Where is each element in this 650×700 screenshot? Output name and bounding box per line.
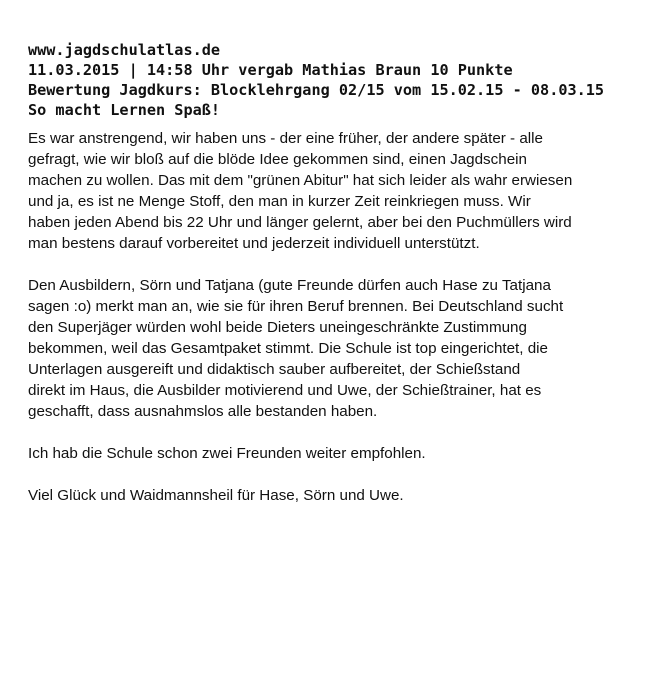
paragraph-line: Den Ausbildern, Sörn und Tatjana (gute Freunde dürfen auch Hase zu Tatjana xyxy=(28,277,551,294)
review-paragraph-2 xyxy=(28,275,628,422)
paragraph-line: bekommen, weil das Gesamtpaket stimmt. Die Schule ist top eingerichtet, die xyxy=(28,340,548,357)
paragraph-line: machen zu wollen. Das mit dem "grünen Abitur" hat sich leider als wahr erwiesen xyxy=(28,172,573,189)
paragraph-line: haben jeden Abend bis 22 Uhr und länger gelernt, aber bei den Puchmüllers wird xyxy=(28,214,572,231)
paragraph-line: Viel Glück und Waidmannsheil für Hase, Sörn und Uwe. xyxy=(28,487,404,504)
review-paragraph-4 xyxy=(28,485,628,506)
site-url: www.jagdschulatlas.de xyxy=(28,41,221,59)
paragraph-line: sagen :o) merkt man an, wie sie für ihren Beruf brennen. Bei Deutschland sucht xyxy=(28,298,564,315)
paragraph-line: Ich hab die Schule schon zwei Freunden weiter empfohlen. xyxy=(28,445,426,462)
paragraph-line: man bestens darauf vorbereitet und jederzeit individuell unterstützt. xyxy=(28,235,480,252)
paragraph-line: direkt im Haus, die Ausbilder motivierend und Uwe, der Schießtrainer, hat es xyxy=(28,382,542,399)
review-paragraph-1 xyxy=(28,128,628,254)
paragraph-line: Unterlagen ausgereift und didaktisch sauber aufbereitet, der Schießstand xyxy=(28,361,521,378)
review-paragraph-3 xyxy=(28,443,628,464)
review-title: So macht Lernen Spaß! xyxy=(28,101,221,119)
course-title: Bewertung Jagdkurs: Blocklehrgang 02/15 vom 15.02.15 - 08.03.15 xyxy=(28,81,605,99)
paragraph-line: Es war anstrengend, wir haben uns - der eine früher, der andere später - alle xyxy=(28,130,543,147)
paragraph-line: gefragt, wie wir bloß auf die blöde Idee gekommen sind, einen Jagdschein xyxy=(28,151,527,168)
paragraph-line: und ja, es ist ne Menge Stoff, den man in kurzer Zeit reinkriegen muss. Wir xyxy=(28,193,531,210)
review-document xyxy=(28,40,628,527)
paragraph-line: den Superjäger würden wohl beide Dieters uneingeschränkte Zustimmung xyxy=(28,319,527,336)
rating-meta: 11.03.2015 | 14:58 Uhr vergab Mathias Braun 10 Punkte xyxy=(28,61,513,79)
paragraph-line: geschafft, dass ausnahmslos alle bestanden haben. xyxy=(28,403,378,420)
